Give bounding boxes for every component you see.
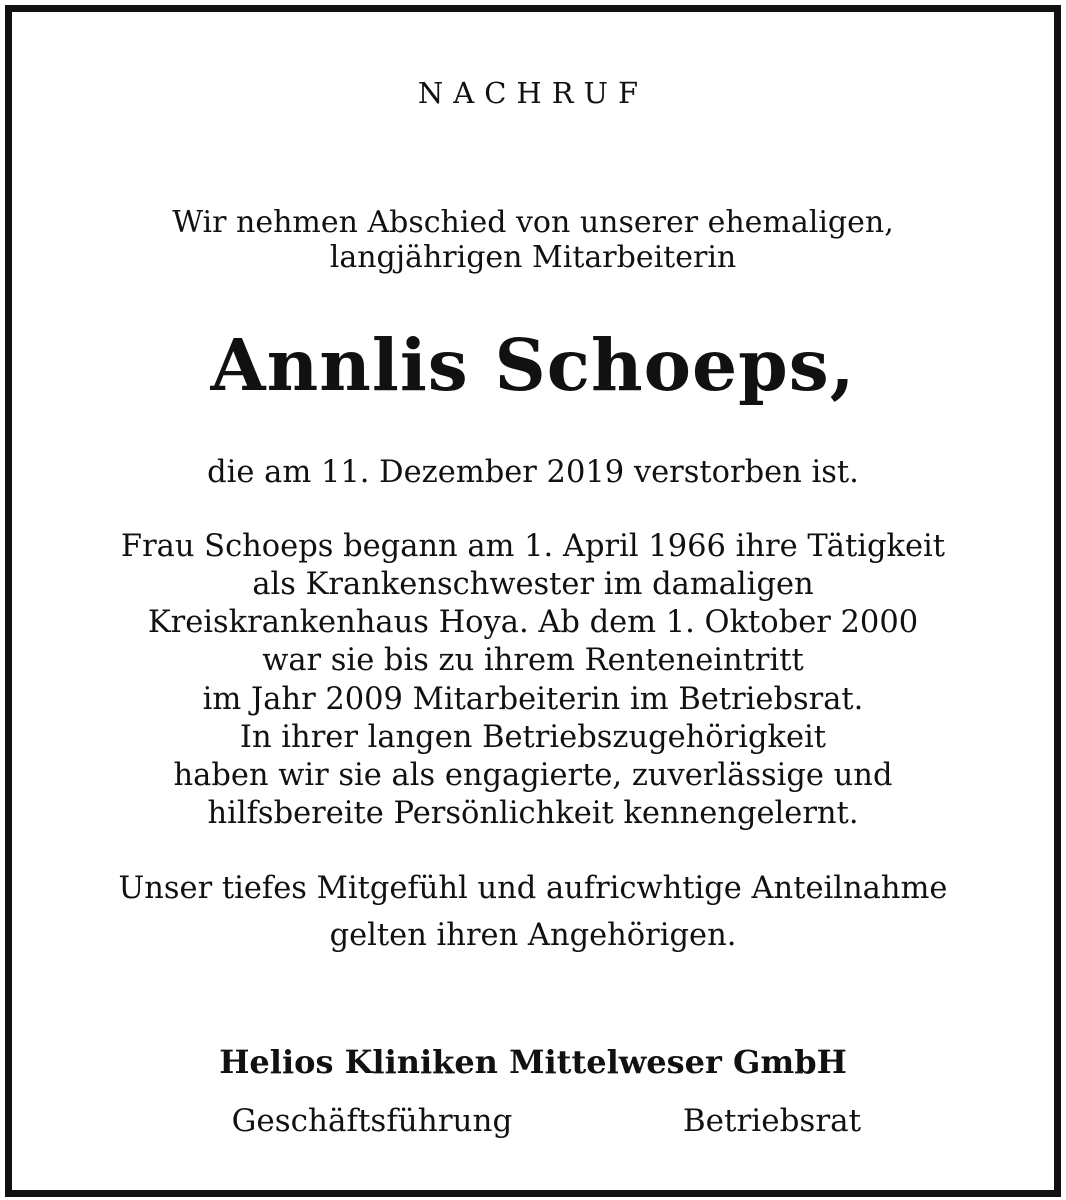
career-line-1: Frau Schoeps begann am 1. April 1966 ihre Tätigkeit xyxy=(120,529,946,564)
death-date-line: die am 11. Dezember 2019 verstorben ist. xyxy=(207,455,859,490)
condolence-line-2: gelten ihren Angehörigen. xyxy=(329,918,737,953)
notice-heading: NACHRUF xyxy=(417,76,649,110)
career-line-5: im Jahr 2009 Mitarbeiterin im Betriebsrat. xyxy=(202,682,864,717)
career-line-7: haben wir sie als engagierte, zuverlässige und xyxy=(173,758,893,793)
career-line-2: als Krankenschwester im damaligen xyxy=(252,567,814,602)
obituary-frame xyxy=(5,5,1061,1197)
signatory-works-council: Betriebsrat xyxy=(682,1103,862,1139)
career-line-4: war sie bis zu ihrem Renteneintritt xyxy=(262,643,804,678)
condolence-line-1: Unser tiefes Mitgefühl und aufricwhtige Anteilnahme xyxy=(118,871,948,906)
intro-line-1: Wir nehmen Abschied von unserer ehemaligen, xyxy=(172,205,894,240)
career-line-8: hilfsbereite Persönlichkeit kennengelernt. xyxy=(207,796,859,831)
career-line-6: In ihrer langen Betriebszugehörigkeit xyxy=(239,720,827,755)
organization-name: Helios Kliniken Mittelweser GmbH xyxy=(219,1043,847,1081)
career-line-3: Kreiskrankenhaus Hoya. Ab dem 1. Oktober 2000 xyxy=(147,605,919,640)
deceased-name: Annlis Schoeps, xyxy=(210,323,856,407)
intro-line-2: langjährigen Mitarbeiterin xyxy=(329,240,737,275)
signatory-management: Geschäftsführung xyxy=(231,1103,513,1139)
